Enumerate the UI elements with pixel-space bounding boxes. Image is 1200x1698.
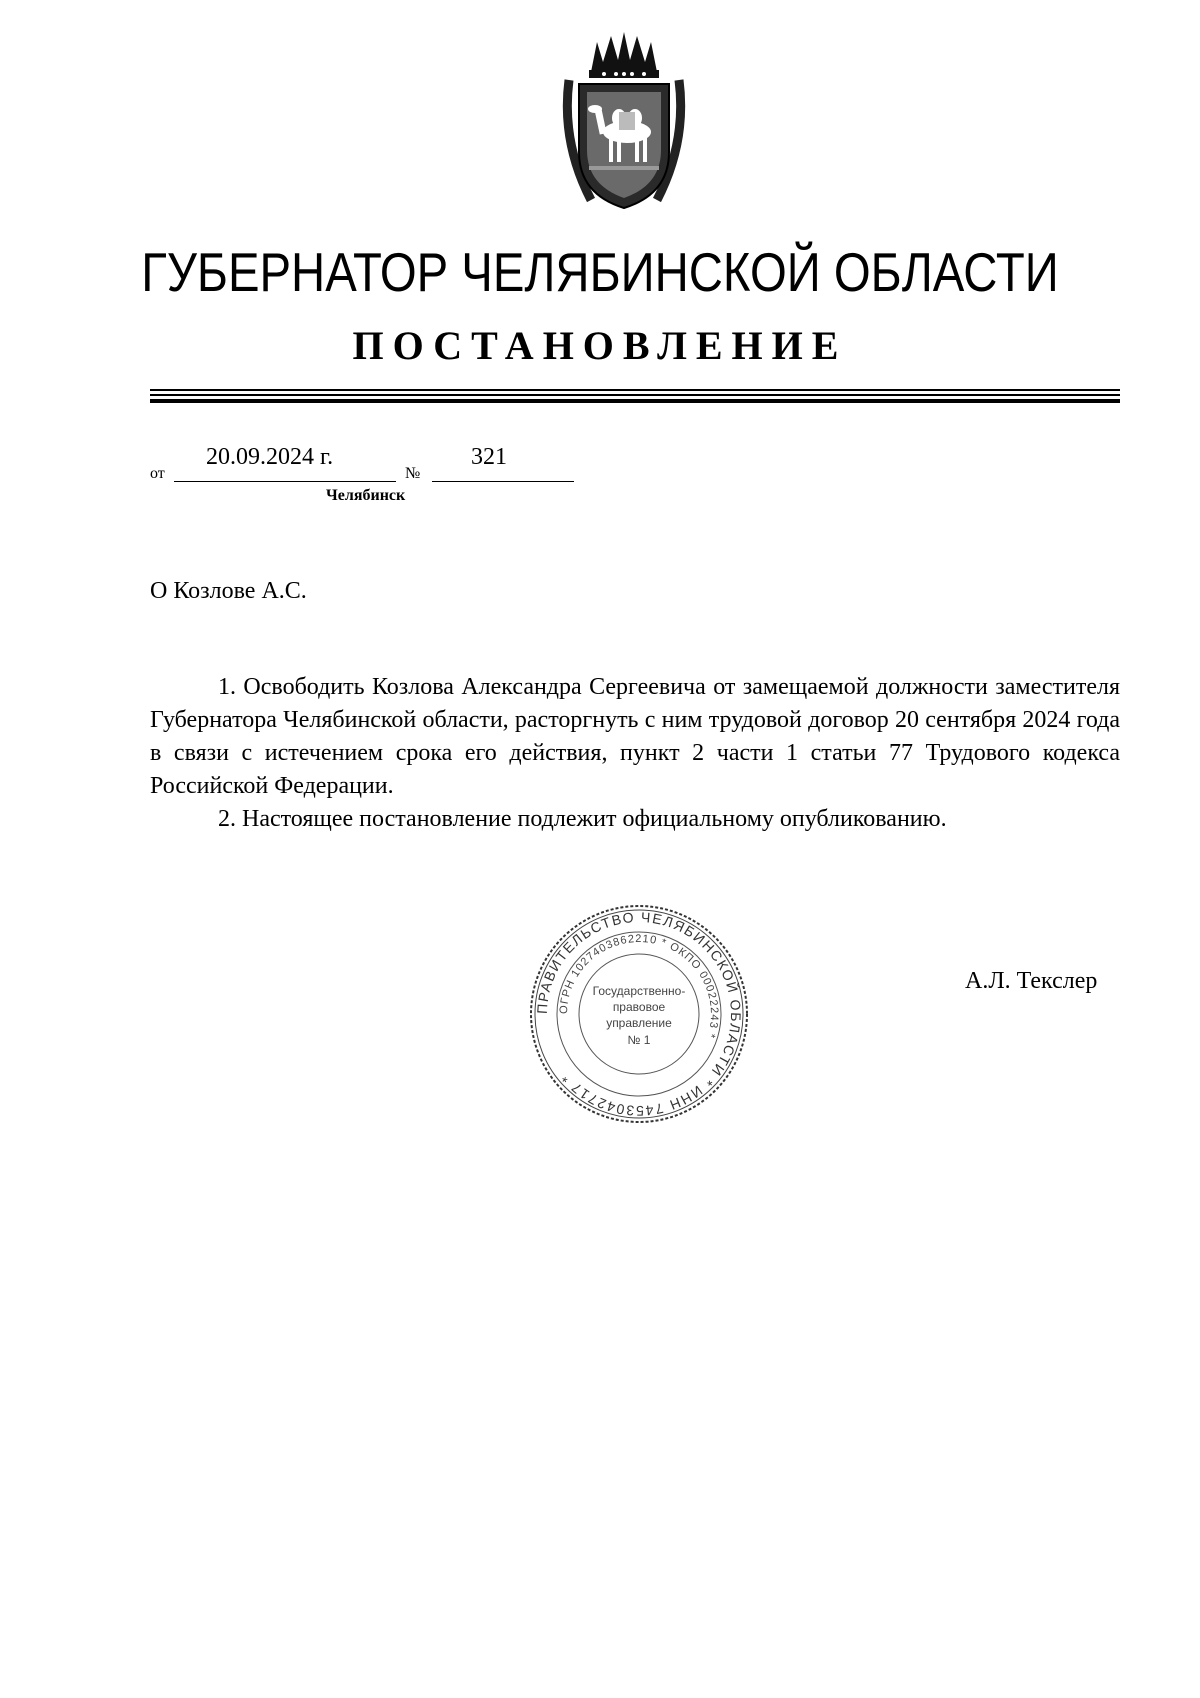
date-from-label: от (150, 465, 165, 482)
seal-center-line-1: Государственно- (592, 984, 686, 998)
official-seal-stamp (528, 903, 750, 1125)
number-underline (432, 481, 574, 482)
seal-center-line-3: управление (606, 1016, 672, 1030)
seal-outer-text: ПРАВИТЕЛЬСТВО ЧЕЛЯБИНСКОЙ ОБЛАСТИ * ИНН 7453042717 * (533, 908, 745, 1120)
number-label: № (405, 465, 421, 482)
seal-center-line-4: № 1 (627, 1033, 651, 1047)
document-body (150, 671, 1120, 836)
signatory-name: А.Л. Текслер (965, 968, 1098, 994)
document-number: 321 (471, 444, 507, 470)
document-type-heading: ПОСТАНОВЛЕНИЕ (352, 323, 848, 368)
header-rule-thin-2 (150, 394, 1120, 396)
body-paragraph-2: 2. Настоящее постановление подлежит официальному опубликованию. (218, 806, 947, 832)
document-date: 20.09.2024 г. (206, 444, 334, 470)
header-rule-thick (150, 399, 1120, 403)
issue-city: Челябинск (326, 487, 406, 504)
document-subject: О Козлове А.С. (150, 578, 307, 604)
issuing-authority-title: ГУБЕРНАТОР ЧЕЛЯБИНСКОЙ ОБЛАСТИ (141, 241, 1059, 303)
date-underline (174, 481, 396, 482)
coat-of-arms-emblem (561, 32, 687, 216)
seal-inner-text: ОГРН 1027403862210 * ОКПО 00022243 * (557, 932, 721, 1041)
seal-center-line-2: правовое (612, 1000, 666, 1014)
header-rule-thin-1 (150, 389, 1120, 391)
body-paragraph-1: 1. Освободить Козлова Александра Сергеевича от замещаемой должности заместителя Губернатора Челябинской области, расторгнуть с ним трудовой договор 20 сентября 2024 года в связи с истечением срока его действия, пункт 2 части 1 статьи 77 Трудового кодекса Российской Федерации. (150, 674, 1120, 799)
